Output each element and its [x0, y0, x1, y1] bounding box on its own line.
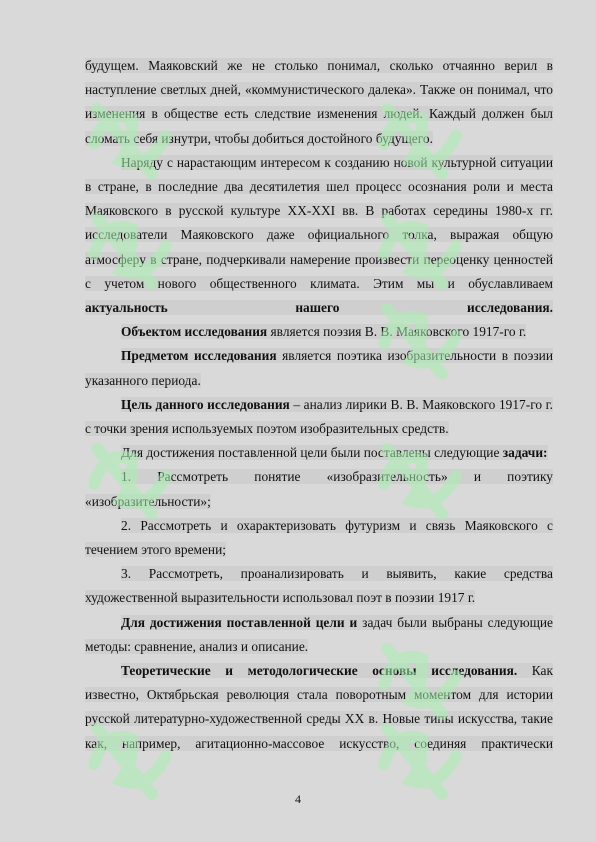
- bold-run: Теоретические и методологические основы исследования.: [121, 663, 518, 679]
- text-run: 2. Рассмотреть и охарактеризовать футуризм и связь Маяковского с течением этого времени;: [85, 517, 553, 558]
- bold-run: актуальность нашего исследования.: [85, 300, 553, 316]
- paragraph: [85, 659, 553, 756]
- text-run: Наряду с нарастающим интересом к созданию новой культурной ситуации в стране, в последние два десятилетия шел процесс осознания роли и места Маяковского в русской культуре ХХ-ХХI вв. В работах середины 1980-х гг. исследователи Маяковского даже официального толка, выражая общую атмосферу в стране, подчеркивали намерение произвести переоценку ценностей с учетом нового общественного климата. Этим мы и обуславливаем: [85, 154, 553, 291]
- text-run: 3. Рассмотреть, проанализировать и выявить, какие средства художественной выразительности использовал поэт в поэзии 1917 г.: [85, 566, 553, 606]
- bold-run: Цель данного исследования: [121, 396, 290, 412]
- text-run: будущем. Маяковский же не столько понимал, сколько отчаянно верил в наступление светлых дней, «коммунистического далека». Также он понимал, что изменения в обществе есть следствие изменения людей. Каждый должен был сломать себя изнутри, чтобы добиться достойного будущего.: [85, 58, 553, 146]
- paragraph: [85, 344, 553, 392]
- paragraph: [85, 54, 553, 151]
- page-number: 4: [295, 792, 301, 806]
- text-run: является поэзия В. В. Маяковского 1917-го г.: [267, 324, 527, 340]
- paragraph: [85, 465, 553, 513]
- paragraph: [85, 611, 553, 659]
- paragraph: [85, 393, 553, 441]
- paragraph: [85, 441, 553, 465]
- text-run: Как известно, Октябрьская революция стала поворотным моментом для истории русской литературно-художественной среды ХХ в. Новые типы искусства, такие как, например, агитационно-массовое искусство, соединяя практически: [85, 663, 553, 751]
- body-text: [85, 54, 553, 756]
- text-run: Для достижения поставленной цели были поставлены следующие: [121, 445, 503, 461]
- paragraph: [85, 151, 553, 320]
- paragraph: [85, 320, 553, 344]
- text-run: задач были выбраны следующие методы: сравнение, анализ и описание.: [85, 614, 553, 654]
- text-run: – анализ лирики В. В. Маяковского 1917-го г. с точки зрения используемых поэтом изобразительных средств.: [85, 396, 553, 437]
- bold-run: задачи:: [502, 445, 548, 461]
- bold-run: Предметом исследования: [121, 348, 277, 364]
- text-run: является поэтика изобразительности в поэзии указанного периода.: [85, 348, 553, 388]
- bold-run: Объектом исследования: [121, 324, 268, 340]
- text-run: 1. Рассмотреть понятие «изобразительность» и поэтику «изобразительности»;: [85, 469, 553, 509]
- paragraph: [85, 514, 553, 562]
- paragraph: [85, 562, 553, 610]
- bold-run: Для достижения поставленной цели и: [121, 614, 358, 630]
